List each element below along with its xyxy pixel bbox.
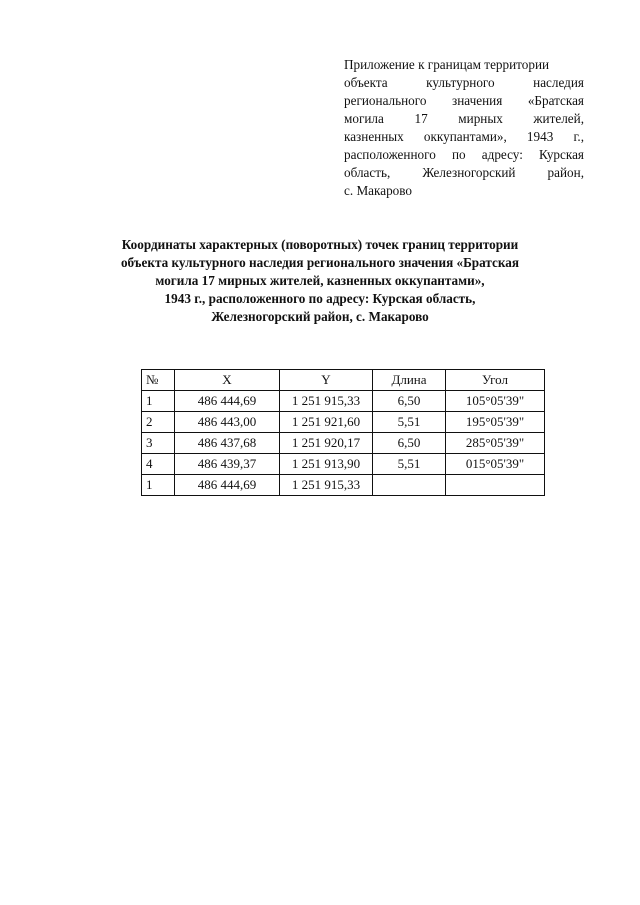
cell-x: 486 443,00 [175,412,280,433]
cell-number: 4 [142,454,175,475]
header-angle: Угол [446,370,545,391]
cell-y: 1 251 915,33 [280,475,373,496]
heading-line: 1943 г., расположенного по адресу: Курская область, [164,291,476,306]
cell-angle: 285°05'39" [446,433,545,454]
cell-x: 486 444,69 [175,475,280,496]
cell-number: 2 [142,412,175,433]
table-header-row [142,370,545,391]
cell-angle: 105°05'39" [446,391,545,412]
cell-length: 5,51 [373,454,446,475]
table-row [142,412,545,433]
table-row [142,391,545,412]
appendix-note [344,56,584,200]
table-row [142,454,545,475]
header-x: X [175,370,280,391]
appendix-line: казненных оккупантами», 1943 г., [344,129,584,144]
table-row [142,475,545,496]
cell-length: 6,50 [373,391,446,412]
heading-line: могила 17 мирных жителей, казненных оккупантами», [155,273,485,288]
cell-y: 1 251 921,60 [280,412,373,433]
cell-y: 1 251 913,90 [280,454,373,475]
document-heading [100,236,540,326]
coordinates-table [141,369,545,496]
cell-length: 6,50 [373,433,446,454]
cell-angle: 195°05'39" [446,412,545,433]
cell-y: 1 251 920,17 [280,433,373,454]
cell-number: 1 [142,391,175,412]
cell-number: 1 [142,475,175,496]
table-row [142,433,545,454]
appendix-line: Приложение к границам территории [344,57,550,72]
cell-angle [446,475,545,496]
cell-number: 3 [142,433,175,454]
header-length: Длина [373,370,446,391]
heading-line: Координаты характерных (поворотных) точек границ территории [121,237,519,252]
cell-length: 5,51 [373,412,446,433]
cell-x: 486 439,37 [175,454,280,475]
header-number: № [142,370,175,391]
appendix-line: расположенного по адресу: Курская [344,147,584,162]
heading-line: Железногорский район, с. Макарово [211,309,429,324]
cell-angle: 015°05'39" [446,454,545,475]
header-y: Y [280,370,373,391]
appendix-line: область, Железногорский район, [344,165,584,180]
appendix-line: регионального значения «Братская [344,93,584,108]
cell-x: 486 437,68 [175,433,280,454]
heading-line: объекта культурного наследия регионального значения «Братская [120,255,520,270]
appendix-line: с. Макарово [344,183,413,198]
appendix-line: объекта культурного наследия [344,75,584,90]
appendix-line: могила 17 мирных жителей, [344,111,584,126]
cell-y: 1 251 915,33 [280,391,373,412]
cell-x: 486 444,69 [175,391,280,412]
cell-length [373,475,446,496]
